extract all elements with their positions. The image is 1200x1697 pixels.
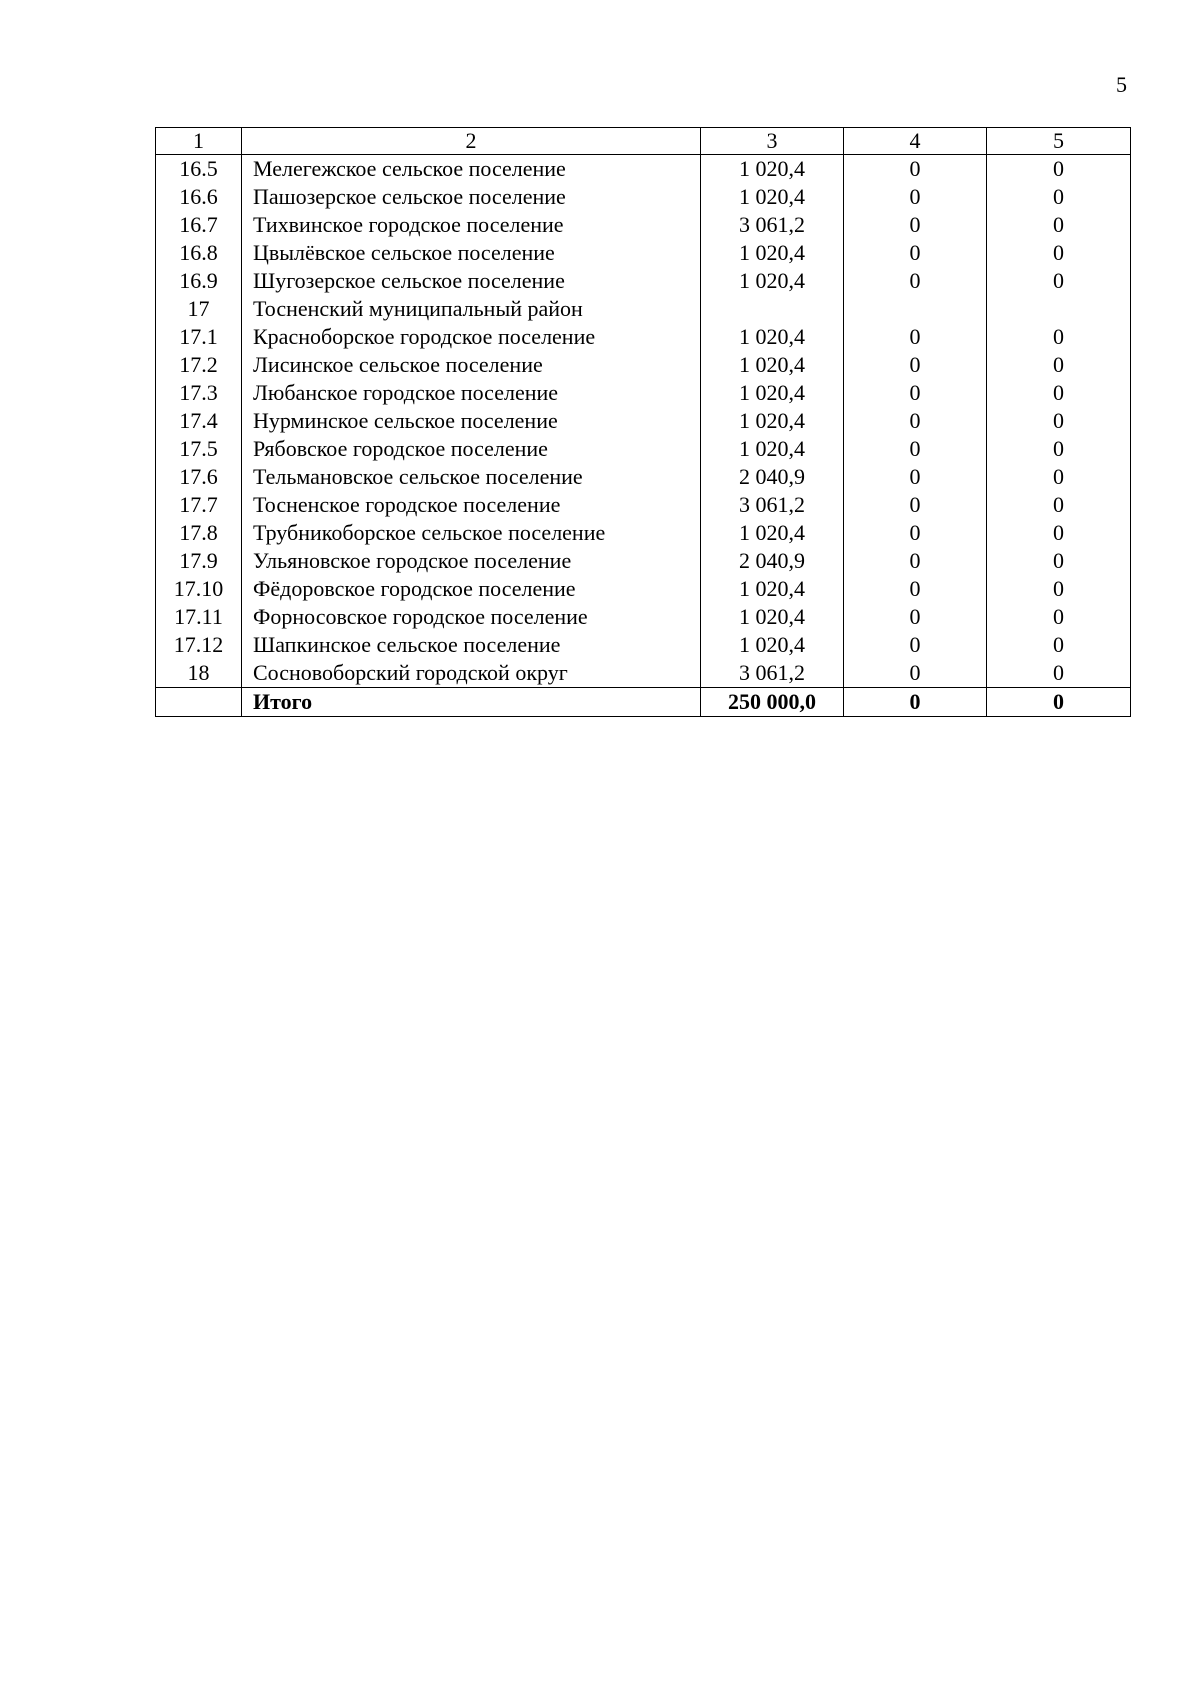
row-col4: 0	[844, 267, 987, 295]
row-col3: 3 061,2	[701, 211, 844, 239]
header-row	[156, 128, 1131, 155]
row-col3: 1 020,4	[701, 155, 844, 184]
table-row	[156, 435, 1131, 463]
row-col5: 0	[987, 547, 1131, 575]
header-cell-1: 1	[156, 128, 242, 155]
table-row	[156, 183, 1131, 211]
row-col3: 1 020,4	[701, 575, 844, 603]
row-name: Фёдоровское городское поселение	[242, 575, 701, 603]
total-row	[156, 688, 1131, 717]
table-row	[156, 463, 1131, 491]
row-name: Нурминское сельское поселение	[242, 407, 701, 435]
row-name: Тихвинское городское поселение	[242, 211, 701, 239]
table-body	[156, 155, 1131, 688]
total-col3: 250 000,0	[701, 688, 844, 717]
table-row	[156, 239, 1131, 267]
row-col5: 0	[987, 491, 1131, 519]
row-name: Тосненское городское поселение	[242, 491, 701, 519]
row-name: Пашозерское сельское поселение	[242, 183, 701, 211]
row-col4: 0	[844, 239, 987, 267]
row-col5: 0	[987, 463, 1131, 491]
row-name: Тельмановское сельское поселение	[242, 463, 701, 491]
row-col3: 3 061,2	[701, 659, 844, 688]
row-name: Трубникоборское сельское поселение	[242, 519, 701, 547]
row-col3: 1 020,4	[701, 183, 844, 211]
header-cell-4: 4	[844, 128, 987, 155]
row-name: Ульяновское городское поселение	[242, 547, 701, 575]
row-number: 17.8	[156, 519, 242, 547]
row-col3: 1 020,4	[701, 631, 844, 659]
row-col5: 0	[987, 631, 1131, 659]
row-col3: 1 020,4	[701, 239, 844, 267]
row-col5: 0	[987, 211, 1131, 239]
row-col3: 1 020,4	[701, 323, 844, 351]
row-col5: 0	[987, 603, 1131, 631]
row-name: Форносовское городское поселение	[242, 603, 701, 631]
row-col3: 1 020,4	[701, 435, 844, 463]
data-table	[155, 127, 1131, 717]
row-col4: 0	[844, 659, 987, 688]
row-col5: 0	[987, 379, 1131, 407]
row-col5: 0	[987, 435, 1131, 463]
total-number-cell	[156, 688, 242, 717]
row-col4	[844, 295, 987, 323]
row-col5: 0	[987, 155, 1131, 184]
row-col3: 2 040,9	[701, 547, 844, 575]
row-col4: 0	[844, 463, 987, 491]
row-number: 17.4	[156, 407, 242, 435]
table-row	[156, 519, 1131, 547]
row-col3: 2 040,9	[701, 463, 844, 491]
row-col4: 0	[844, 323, 987, 351]
row-col4: 0	[844, 435, 987, 463]
table-row	[156, 295, 1131, 323]
row-number: 17.5	[156, 435, 242, 463]
table-row	[156, 407, 1131, 435]
table-row	[156, 547, 1131, 575]
row-col3: 1 020,4	[701, 519, 844, 547]
table-row	[156, 267, 1131, 295]
row-col4: 0	[844, 211, 987, 239]
row-col4: 0	[844, 575, 987, 603]
row-name: Красноборское городское поселение	[242, 323, 701, 351]
row-col4: 0	[844, 603, 987, 631]
row-col3: 1 020,4	[701, 267, 844, 295]
table-row	[156, 575, 1131, 603]
row-number: 17.1	[156, 323, 242, 351]
row-name: Рябовское городское поселение	[242, 435, 701, 463]
row-col5: 0	[987, 659, 1131, 688]
row-col3: 1 020,4	[701, 379, 844, 407]
row-name: Мелегежское сельское поселение	[242, 155, 701, 184]
row-col5: 0	[987, 239, 1131, 267]
row-col3: 3 061,2	[701, 491, 844, 519]
total-label: Итого	[242, 688, 701, 717]
table-row	[156, 379, 1131, 407]
row-col4: 0	[844, 379, 987, 407]
table-row	[156, 155, 1131, 184]
row-col3: 1 020,4	[701, 407, 844, 435]
row-number: 18	[156, 659, 242, 688]
row-number: 17.9	[156, 547, 242, 575]
row-number: 17.10	[156, 575, 242, 603]
table-row	[156, 323, 1131, 351]
table-row	[156, 491, 1131, 519]
row-col3	[701, 295, 844, 323]
row-name: Лисинское сельское поселение	[242, 351, 701, 379]
row-col4: 0	[844, 631, 987, 659]
header-cell-2: 2	[242, 128, 701, 155]
row-col5: 0	[987, 575, 1131, 603]
row-col5: 0	[987, 267, 1131, 295]
row-number: 17.12	[156, 631, 242, 659]
row-col3: 1 020,4	[701, 603, 844, 631]
table-row	[156, 659, 1131, 688]
row-number: 16.5	[156, 155, 242, 184]
table-row	[156, 631, 1131, 659]
row-number: 17.6	[156, 463, 242, 491]
row-number: 17.3	[156, 379, 242, 407]
table-row	[156, 211, 1131, 239]
row-col5	[987, 295, 1131, 323]
row-col5: 0	[987, 407, 1131, 435]
row-number: 16.6	[156, 183, 242, 211]
row-col5: 0	[987, 519, 1131, 547]
row-col4: 0	[844, 155, 987, 184]
table-row	[156, 603, 1131, 631]
row-col4: 0	[844, 519, 987, 547]
header-cell-5: 5	[987, 128, 1131, 155]
total-col4: 0	[844, 688, 987, 717]
row-col4: 0	[844, 407, 987, 435]
row-col4: 0	[844, 547, 987, 575]
row-name: Цвылёвское сельское поселение	[242, 239, 701, 267]
table-header	[156, 128, 1131, 155]
row-number: 16.8	[156, 239, 242, 267]
total-col5: 0	[987, 688, 1131, 717]
row-name: Любанское городское поселение	[242, 379, 701, 407]
page-number: 5	[1116, 72, 1127, 97]
row-name: Шугозерское сельское поселение	[242, 267, 701, 295]
row-col4: 0	[844, 491, 987, 519]
row-col5: 0	[987, 351, 1131, 379]
row-col3: 1 020,4	[701, 351, 844, 379]
row-number: 16.9	[156, 267, 242, 295]
table-row	[156, 351, 1131, 379]
row-col4: 0	[844, 183, 987, 211]
row-number: 17	[156, 295, 242, 323]
row-col5: 0	[987, 183, 1131, 211]
row-number: 17.7	[156, 491, 242, 519]
row-name: Шапкинское сельское поселение	[242, 631, 701, 659]
row-number: 17.11	[156, 603, 242, 631]
row-name: Тосненский муниципальный район	[242, 295, 701, 323]
row-name: Сосновоборский городской округ	[242, 659, 701, 688]
header-cell-3: 3	[701, 128, 844, 155]
row-number: 17.2	[156, 351, 242, 379]
table-footer	[156, 688, 1131, 717]
row-col4: 0	[844, 351, 987, 379]
row-col5: 0	[987, 323, 1131, 351]
row-number: 16.7	[156, 211, 242, 239]
